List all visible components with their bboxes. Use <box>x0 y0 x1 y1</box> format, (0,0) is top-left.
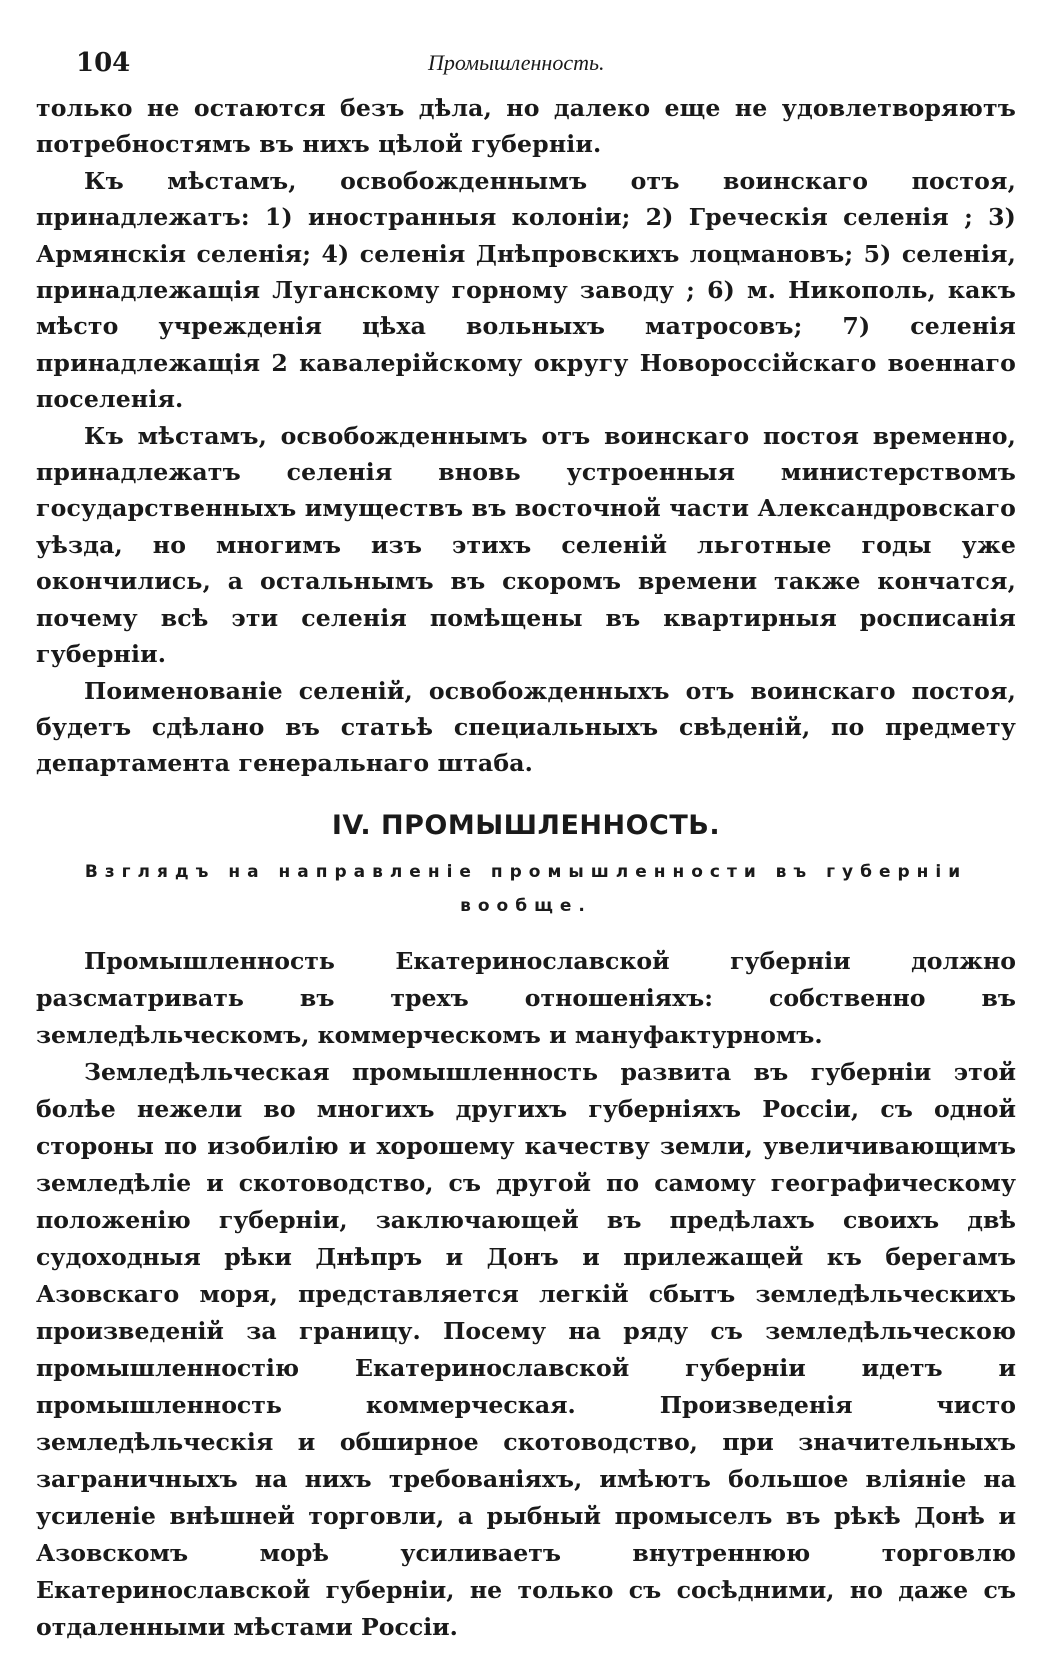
running-title: Промышленность. <box>428 50 605 75</box>
paragraph-exempt-places: Къ мѣстамъ, освобожденнымъ отъ воинскаго постоя, принадлежатъ: 1) иностранныя колоніи; 2) Греческія селенія ; 3) Армянскія селенія; 4) селенія Днѣпровскихъ лоцмановъ; 5) селенія, принадлежащія Луганскому горному заводу ; 6) м. Никополь, какъ мѣсто учрежденія цѣха вольныхъ матросовъ; 7) селенія принадлежащія 2 кавалерійскому округу Новороссійскаго военнаго поселенія. <box>36 166 1016 414</box>
paragraph-listing-note: Поименованіе селеній, освобожденныхъ отъ воинскаго постоя, будетъ сдѣлано въ статьѣ специальныхъ свѣденій, по предмету департамента генеральнаго штаба. <box>36 676 1016 778</box>
body-text <box>36 90 1016 782</box>
page-number: 104 <box>76 48 131 78</box>
section-heading: IV. ПРОМЫШЛЕННОСТЬ. <box>331 809 721 841</box>
paragraph-continuation: только не остаются безъ дѣла, но далеко еще не удовлетворяютъ потребностямъ въ нихъ цѣлой губерніи. <box>36 94 1016 159</box>
section-body <box>36 943 1016 1646</box>
book-page <box>36 44 1016 1646</box>
running-head <box>36 44 1016 90</box>
paragraph-temporarily-exempt: Къ мѣстамъ, освобожденнымъ отъ воинскаго постоя временно, принадлежатъ селенія вновь устроенныя министерствомъ государственныхъ имуществъ въ восточной части Александровскаго уѣзда, но многимъ изъ этихъ селеній льготные годы уже окончились, а остальнымъ въ скоромъ времени также кончатся, почему всѣ эти селенія помѣщены въ квартирныя росписанія губерніи. <box>36 421 1016 669</box>
paragraph-agriculture: Земледѣльческая промышленность развита въ губерніи этой болѣе нежели во многихъ другихъ губерніяхъ Россіи, съ одной стороны по изобилію и хорошему качеству земли, увеличивающимъ земледѣліе и скотоводство, съ другой по самому географическому положенію губерніи, заключающей въ предѣлахъ своихъ двѣ судоходныя рѣки Днѣпръ и Донъ и прилежащей къ берегамъ Азовскаго моря, представляется легкій сбытъ земледѣльческихъ произведеній за границу. Посему на ряду съ земледѣльческою промышленностію Екатеринославской губерніи идетъ и промышленность коммерческая. Произведенія чисто земледѣльческія и обширное скотоводство, при значительныхъ заграничныхъ на нихъ требованіяхъ, имѣютъ большое вліяніе на усиленіе внѣшней торговли, а рыбный промыселъ въ рѣкѣ Донѣ и Азовскомъ морѣ усиливаетъ внутреннюю торговлю Екатеринославской губерніи, не только съ сосѣдними, но даже съ отдаленными мѣстами Россіи. <box>36 1057 1016 1641</box>
paragraph-industry-overview: Промышленность Екатеринославской губерніи должно разсматривать въ трехъ отношеніяхъ: собственно въ земледѣльческомъ, коммерческомъ и мануфактурномъ. <box>36 946 1016 1049</box>
section-subheading: Взглядъ на направленіе промышленности въ губерніи вообще. <box>84 861 968 916</box>
